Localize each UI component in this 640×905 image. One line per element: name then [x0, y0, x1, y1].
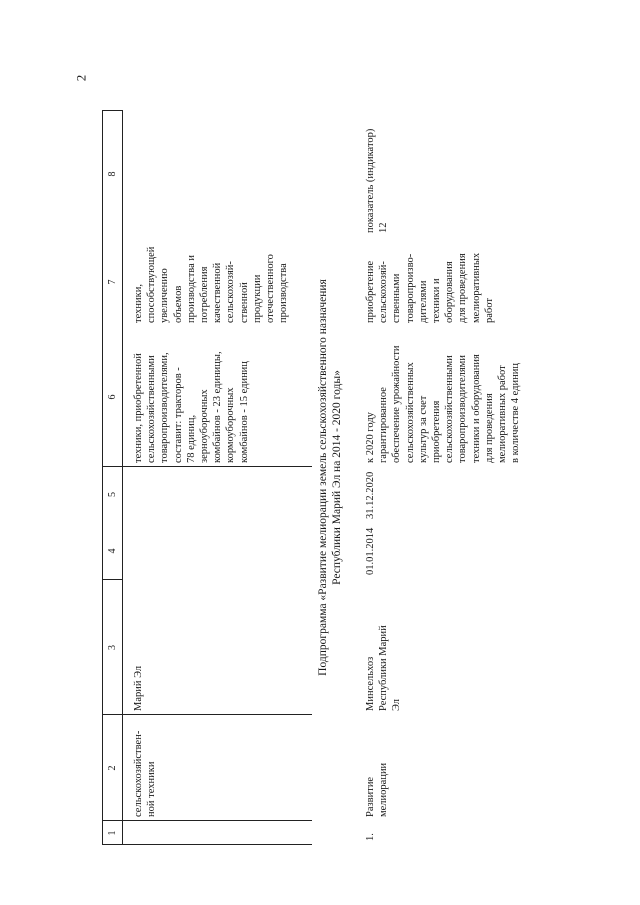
subprogram-title-line: Подпрограмма «Развитие мелиорации земель сельскохозяйственного назначения [317, 279, 329, 676]
result-line: товаропроизводителями, [159, 352, 171, 463]
continued-row-result [132, 330, 251, 463]
result-line: зерноуборочных [199, 389, 211, 463]
effect-line: производства и [185, 254, 197, 323]
indicator-value: 12 [378, 222, 390, 233]
result-line: культур за счет [417, 395, 429, 463]
effect-line: техники и [431, 278, 443, 323]
effect-line: увеличению [159, 268, 171, 323]
effect-line: работ [483, 298, 495, 323]
effect-line: продукции [251, 274, 263, 323]
row1-name: Развитие мелиорации [365, 762, 390, 817]
subprogram-title-line: Республики Марий Эл на 2014 - 2020 годы» [331, 370, 343, 585]
effect-line: мелиоративных [470, 252, 482, 323]
row1-indicator [364, 111, 390, 233]
result-line: приобретения [431, 400, 443, 463]
effect-line: потребления [199, 266, 211, 323]
effect-line: дителями [417, 280, 429, 323]
col-header-3: 3 [107, 645, 118, 650]
col-line [122, 466, 312, 467]
col-line [122, 714, 312, 715]
header-bottom-rule [122, 110, 123, 845]
row1-number: 1. [365, 833, 376, 841]
row1-effect [364, 237, 496, 323]
header-top-rule [102, 110, 103, 845]
page-number: 2 [73, 74, 89, 82]
effect-line: для проведения [457, 253, 469, 323]
result-line: мелиоративных работ [497, 365, 509, 463]
row1-start-date: 01.01.2014 [365, 527, 376, 575]
effect-line: приобретение [365, 260, 376, 323]
result-line: к 2020 году [365, 412, 376, 463]
result-line: кормоуборочных [225, 387, 237, 463]
effect-line: качественной [212, 262, 224, 323]
result-line: сельскохозяйственными [444, 355, 456, 463]
col-header-4: 4 [107, 548, 118, 554]
col-line [122, 820, 312, 821]
effect-line: ственной [238, 282, 250, 323]
effect-line: производства [278, 263, 290, 323]
effect-line: товаропроизво- [404, 253, 416, 323]
row1-result [364, 327, 522, 463]
col-header-7: 7 [107, 279, 118, 285]
effect-line: объемов [172, 285, 184, 323]
result-line: товаропроизводителями [457, 355, 469, 463]
result-line: 78 единиц, [185, 414, 197, 463]
effect-line: сельскохозяй- [378, 261, 390, 323]
result-line: гарантированное [378, 387, 390, 463]
col-header-1: 1 [107, 830, 118, 836]
result-line: составит: тракторов - [172, 367, 184, 463]
result-line: техники и оборудования [470, 354, 482, 463]
result-line: обеспечение урожайности [391, 345, 403, 463]
indicator-label: показатель (индикатор) [365, 128, 376, 233]
result-line: в количестве 4 единиц [510, 363, 522, 463]
col-line [102, 844, 312, 845]
effect-line: способствующей [146, 246, 158, 323]
effect-line: оборудования [444, 261, 456, 323]
continued-row-name: сельскохозяйствен-ной техники [133, 730, 158, 817]
col-header-8: 8 [107, 171, 118, 177]
continued-row-executor: Марий Эл [133, 665, 144, 711]
effect-line: сельскохозяй- [225, 261, 237, 323]
row1-executor: Минсельхоз Республики Марий Эл [365, 625, 403, 711]
effect-line: отечественного [265, 254, 277, 323]
result-line: сельскохозяйственных [404, 362, 416, 463]
result-line: комбайнов - 23 единицы, [212, 351, 224, 463]
col-header-5: 5 [107, 492, 118, 497]
effect-line: ственными [391, 273, 403, 323]
row1-end-date: 31.12.2020 [365, 471, 376, 519]
result-line: техники, приобретенной [133, 353, 144, 463]
result-line: сельскохозяйственными [146, 355, 158, 463]
table-sheet [102, 110, 640, 845]
effect-line: техники, [133, 284, 144, 323]
col-header-6: 6 [107, 394, 118, 400]
col-header-2: 2 [107, 765, 118, 771]
result-line: для проведения [483, 393, 495, 463]
subprogram-title [316, 110, 344, 845]
result-line: комбайнов - 15 единиц [238, 361, 250, 463]
continued-row-effect [132, 239, 290, 323]
